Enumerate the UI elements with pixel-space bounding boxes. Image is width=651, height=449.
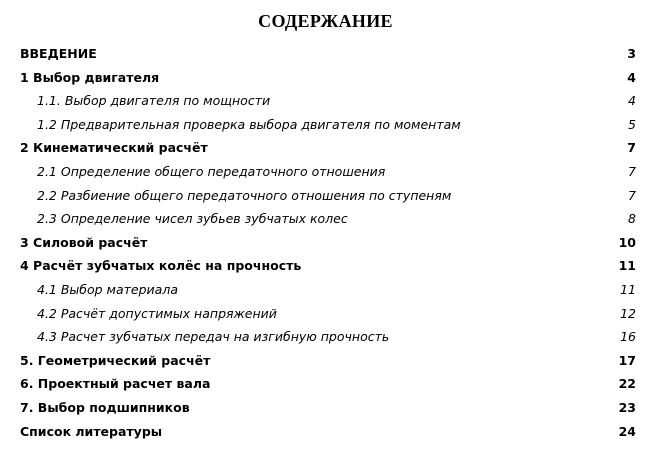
toc-entry-label: 4.3 Расчет зубчатых передач на изгибную прочность [37, 329, 390, 345]
toc-entry-label: 2.2 Разбиение общего передаточного отношения по ступеням [37, 187, 452, 203]
toc-section-row[interactable] [0, 349, 651, 373]
toc-page-number: 12 [620, 305, 636, 321]
toc-page-number: 17 [618, 352, 636, 368]
toc-entry-label: 6. Проектный расчет вала [20, 376, 211, 392]
toc-entry-label: 1 Выбор двигателя [20, 69, 160, 85]
toc-page-number: 11 [618, 258, 636, 274]
toc-page-number: 7 [628, 187, 636, 203]
toc-entry-label: 1.2 Предварительная проверка выбора двигателя по моментам [37, 116, 461, 132]
toc-entry-label: 2 Кинематический расчёт [20, 140, 208, 156]
toc-page-number: 7 [628, 163, 636, 179]
toc-page-number: 5 [628, 116, 636, 132]
toc-page-number: 7 [627, 140, 636, 156]
toc-entry-label: 3 Силовой расчёт [20, 234, 148, 250]
toc-subsection-row[interactable] [0, 184, 651, 208]
toc-entry-label: 4 Расчёт зубчатых колёс на прочность [20, 258, 302, 274]
toc-section-row[interactable] [0, 396, 651, 420]
toc-section-row[interactable] [0, 254, 651, 278]
toc-entry-label: 7. Выбор подшипников [20, 399, 190, 415]
toc-list [0, 42, 651, 443]
toc-page-number: 24 [618, 423, 636, 439]
toc-page-number: 11 [620, 281, 636, 297]
toc-section-row[interactable] [0, 420, 651, 444]
toc-entry-label: ВВЕДЕНИЕ [20, 46, 97, 61]
page-title: СОДЕРЖАНИЕ [258, 11, 393, 31]
toc-section-row[interactable] [0, 136, 651, 160]
toc-entry-label: 4.2 Расчёт допустимых напряжений [37, 305, 277, 321]
toc-subsection-row[interactable] [0, 89, 651, 113]
toc-entry-label: 2.1 Определение общего передаточного отношения [37, 163, 386, 179]
toc-section-row[interactable] [0, 42, 651, 66]
toc-entry-label: 5. Геометрический расчёт [20, 352, 211, 368]
toc-entry-label: 1.1. Выбор двигателя по мощности [37, 93, 271, 109]
toc-page-number: 4 [628, 93, 636, 109]
toc-subsection-row[interactable] [0, 113, 651, 137]
toc-entry-label: 2.3 Определение чисел зубьев зубчатых колес [37, 211, 348, 227]
toc-page-number: 8 [628, 211, 636, 227]
toc-subsection-row[interactable] [0, 325, 651, 349]
toc-section-row[interactable] [0, 372, 651, 396]
toc-subsection-row[interactable] [0, 160, 651, 184]
toc-page-number: 23 [618, 399, 636, 415]
toc-section-row[interactable] [0, 66, 651, 90]
toc-page-number: 16 [620, 329, 636, 345]
toc-section-row[interactable] [0, 231, 651, 255]
toc-subsection-row[interactable] [0, 278, 651, 302]
toc-page-number: 22 [618, 376, 636, 392]
toc-page-number: 4 [627, 69, 636, 85]
toc-subsection-row[interactable] [0, 207, 651, 231]
toc-entry-label: 4.1 Выбор материала [37, 281, 178, 297]
toc-page-number: 10 [618, 234, 636, 250]
toc-page-number: 3 [627, 46, 636, 61]
toc-subsection-row[interactable] [0, 302, 651, 326]
toc-entry-label: Список литературы [20, 423, 163, 439]
